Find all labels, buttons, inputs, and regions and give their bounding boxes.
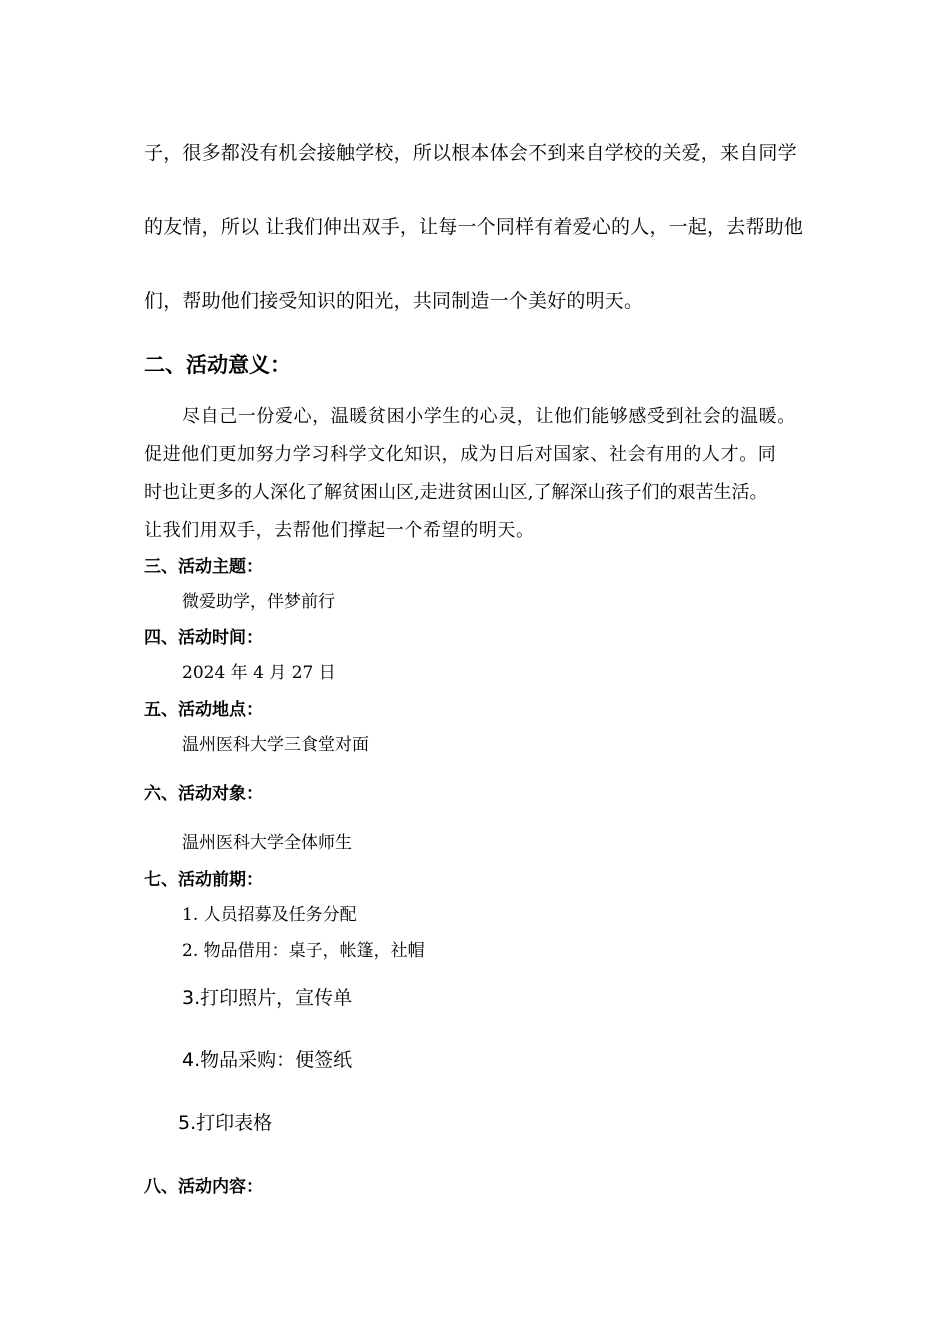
section-heading-audience: 六、活动对象： xyxy=(144,784,263,804)
significance-line-2: 促进他们更加努力学习科学文化知识，成为日后对国家、社会有用的人才。同 xyxy=(144,444,777,465)
time-content: 2024 年 4 月 27 日 xyxy=(182,663,336,683)
preparation-item-2: 2. 物品借用：桌子，帐篷，社帽 xyxy=(182,941,425,961)
significance-line-1: 尽自己一份爱心，温暖贫困小学生的心灵，让他们能够感受到社会的温暖。 xyxy=(182,406,796,427)
section-heading-content: 八、活动内容： xyxy=(144,1177,263,1197)
intro-line-1: 子，很多都没有机会接触学校，所以根本体会不到来自学校的关爱，来自同学 xyxy=(144,142,797,164)
intro-line-3: 们，帮助他们接受知识的阳光，共同制造一个美好的明天。 xyxy=(144,290,644,312)
significance-line-3: 时也让更多的人深化了解贫困山区,走进贫困山区,了解深山孩子们的艰苦生活。 xyxy=(144,482,768,503)
section-heading-time: 四、活动时间： xyxy=(144,628,263,648)
section-heading-preparation: 七、活动前期： xyxy=(144,870,263,890)
location-content: 温州医科大学三食堂对面 xyxy=(182,735,369,755)
section-heading-location: 五、活动地点： xyxy=(144,700,263,720)
preparation-item-1: 1. 人员招募及任务分配 xyxy=(182,905,357,925)
theme-content: 微爱助学，伴梦前行 xyxy=(182,592,335,612)
section-heading-theme: 三、活动主题： xyxy=(144,557,263,577)
section-heading-significance: 二、活动意义： xyxy=(144,353,291,377)
intro-line-2: 的友情，所以 让我们伸出双手，让每一个同样有着爱心的人，一起，去帮助他 xyxy=(144,216,804,238)
preparation-item-4: 4.物品采购：便签纸 xyxy=(182,1049,353,1071)
preparation-item-3: 3.打印照片，宣传单 xyxy=(182,987,353,1009)
significance-line-4: 让我们用双手，去帮他们撑起一个希望的明天。 xyxy=(144,520,535,541)
audience-content: 温州医科大学全体师生 xyxy=(182,833,352,853)
preparation-item-5: 5.打印表格 xyxy=(178,1112,273,1134)
